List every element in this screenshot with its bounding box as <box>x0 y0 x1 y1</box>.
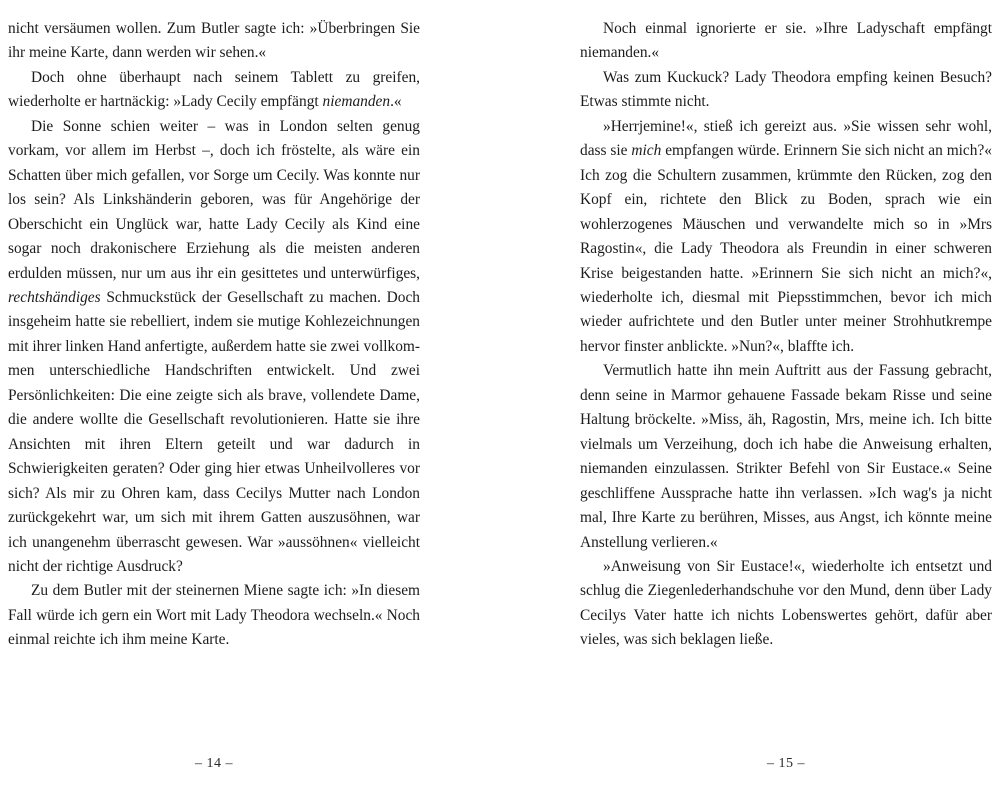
italic-text-segment: mich <box>631 142 662 160</box>
right-paragraph-4 <box>580 359 992 555</box>
right-page-number: – 15 – <box>767 756 805 771</box>
text-segment: »Anweisung von Sir Eustace!«, wiederholte ich entsetzt und schlug die Ziegenlederhandschuhe vor den Mund, denn über Lady Cecilys Vater hatte ich nichts Lobenswertes gehört, dafür aber vieles, was sich beklagen ließe. <box>580 557 992 649</box>
left-page-number: – 14 – <box>195 756 233 771</box>
right-paragraph-5 <box>580 555 992 653</box>
text-segment: Vermutlich hatte ihn mein Auftritt aus der Fassung gebracht, denn seine in Marmor gehauene Fassade bekam Risse und seine Haltung bröckelte. »Miss, äh, Ragostin, Mrs, meine ich. Ich bitte vielmals um Verzeihung, doch ich habe die Anweisung erhalten, niemanden einzulassen. Strikter Befehl von Sir Eustace.« Seine geschliffene Aussprache hatte ihn verlassen. »Ich wag's ja nicht mal, Ihre Karte zu berühren, Misses, aus Angst, ich könnte meine Anstellung verlieren.« <box>580 362 992 551</box>
left-page <box>8 17 420 787</box>
left-paragraph-3 <box>8 115 420 580</box>
right-paragraph-2 <box>580 66 992 115</box>
text-segment: Zu dem Butler mit der steinernen Miene sagte ich: »In diesem Fall würde ich gern ein Wort mit Lady Theodora wechseln.« Noch einmal reichte ich ihm meine Karte. <box>8 582 420 649</box>
left-paragraph-4 <box>8 579 420 652</box>
right-paragraph-3 <box>580 115 992 360</box>
text-segment: Schmuckstück der Gesellschaft zu machen. Doch insgeheim hatte sie rebelliert, indem sie mutige Kohlezeichnungen mit ihrer linken Hand anfertigte, außerdem hatte sie zwei vollkommen unterschiedliche Handschriften entwickelt. Und zwei Persönlichkeiten: Die eine zeigte sich als brave, vollendete Dame, die andere wollte die Gesellschaft revolutionieren. Hatte sie ihre Ansichten mit ihren Eltern geteilt und war dadurch in Schwierigkeiten geraten? Oder ging hier etwas Unheilvolleres vor sich? Als mir zu Ohren kam, dass Cecilys Mutter nach London zurückgekehrt war, um sich mit ihrem Gatten auszusöhnen, war ich unangenehm überrascht gewesen. War »aussöhnen« vielleicht nicht der richtige Ausdruck? <box>8 288 421 575</box>
right-page <box>580 17 992 787</box>
italic-text-segment: niemanden <box>322 93 391 111</box>
text-segment: empfangen würde. Erinnern Sie sich nicht an mich?« Ich zog die Schultern zusammen, krümmte den Rücken, zog den Kopf ein, richtete den Blick zu Boden, sprach wie ein wohlerzogenes Mäuschen und verwandelte mich so in »Mrs Ragostin«, die Lady Theodora als Freundin in einer schweren Krise beigestanden hatte. »Erinnern Sie sich nicht an mich?«, wiederholte ich, diesmal mit Piepsstimmchen, bevor ich mich wieder aufrichtete und den Butler unter meiner Strohhutkrempe hervor finster anblickte. »Nun?«, blaffte ich. <box>580 142 992 355</box>
text-segment: Was zum Kuckuck? Lady Theodora empfing keinen Besuch? Etwas stimmte nicht. <box>580 68 992 111</box>
text-segment: Noch einmal ignorierte er sie. »Ihre Ladyschaft empfängt niemanden.« <box>580 20 992 62</box>
right-paragraph-1 <box>580 17 992 66</box>
text-segment: nicht versäumen wollen. Zum Butler sagte ich: »Überbringen Sie ihr meine Karte, dann werden wir sehen.« <box>8 20 420 62</box>
left-page-body <box>8 17 420 653</box>
italic-text-segment: rechtshändiges <box>8 288 101 306</box>
text-segment: Die Sonne schien weiter – was in London selten genug vorkam, vor allem im Herbst –, doch ich fröstelte, als wäre ein Schatten über mich gefallen, vor Sorge um Cecily. Was konnte nur los sein? Als Linkshänderin geboren, was für Angehörige der Oberschicht ein Unglück war, hatte Lady Cecily als Kind eine sogar noch drakonischere Erziehung als die meisten anderen erdulden müssen, nur um aus ihr ein gesittetes und unterwürfiges, <box>8 117 420 282</box>
left-paragraph-2 <box>8 66 420 115</box>
text-segment: Doch ohne überhaupt nach seinem Tablett zu greifen, wiederholte er hartnäckig: »Lady Cecily empfängt <box>8 68 420 111</box>
left-paragraph-1 <box>8 17 420 66</box>
text-segment: .« <box>390 93 402 111</box>
right-page-body <box>580 17 992 653</box>
text-segment: »Herrjemine!«, stieß ich gereizt aus. »Sie wissen sehr wohl, dass sie <box>580 117 992 160</box>
